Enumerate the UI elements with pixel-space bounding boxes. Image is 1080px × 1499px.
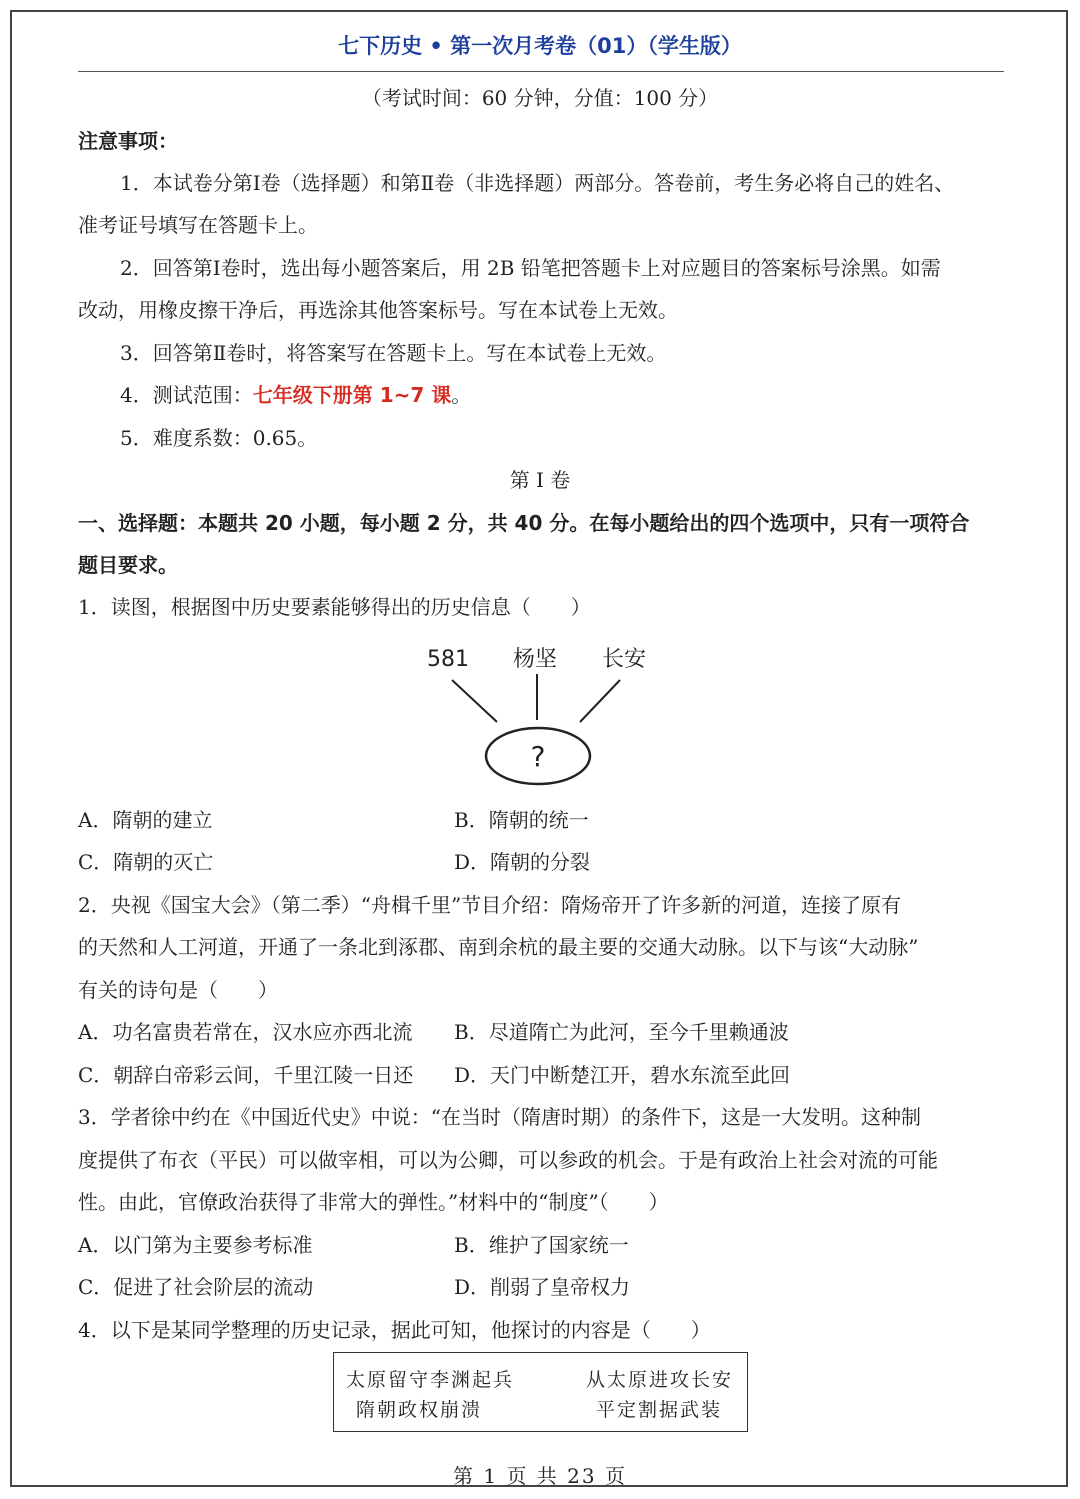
note-item-1-cont: 准考证号填写在答题卡上。 [78,213,318,237]
section-heading: 一、选择题：本题共 20 小题，每小题 2 分，共 40 分。在每小题给出的四个选项中，只有一项符合 [78,511,970,535]
q4-stem: 4．以下是某同学整理的历史记录，据此可知，他探讨的内容是（ ） [78,1318,711,1342]
q3-option-d: D．削弱了皇帝权力 [454,1275,631,1299]
record-bottom-right: 平定割据武装 [596,1399,723,1421]
notes-heading: 注意事项： [78,129,178,153]
q1-option-b: B．隋朝的统一 [454,808,589,832]
note-item-1: 1．本试卷分第Ⅰ卷（选择题）和第Ⅱ卷（非选择题）两部分。答卷前，考生务必将自己的姓名、 [120,171,955,195]
q1-stem: 1．读图，根据图中历史要素能够得出的历史信息（ ） [78,595,591,619]
diagram-label-person: 杨坚 [512,647,558,672]
note-item-2: 2．回答第Ⅰ卷时，选出每小题答案后，用 2B 铅笔把答题卡上对应题目的答案标号涂黑。如需 [120,256,941,280]
title-divider [78,71,1004,72]
page-number: 第 1 页 共 23 页 [453,1464,627,1488]
diagram-connector-left [452,680,497,722]
q1-diagram [420,640,660,790]
volume-title: 第 I 卷 [509,468,571,492]
note-item-5: 5．难度系数：0.65。 [120,426,318,450]
record-top-left: 太原留守李渊起兵 [346,1369,515,1391]
q4-record-box [333,1352,748,1432]
q2-option-b: B．尽道隋亡为此河，至今千里赖通波 [454,1020,789,1044]
record-bottom-left: 隋朝政权崩溃 [356,1399,483,1421]
diagram-label-place: 长安 [601,647,647,672]
exam-info: （考试时间：60 分钟，分值：100 分） [361,86,719,110]
test-scope: 七年级下册第 1~7 课 [252,383,452,407]
q1-option-a: A．隋朝的建立 [78,808,213,832]
diagram-label-year: 581 [427,647,469,672]
q3-stem-line2: 度提供了布衣（平民）可以做宰相，可以为公卿，可以参政的机会。于是有政治上社会对流的可能 [78,1148,938,1172]
diagram-connector-right [580,680,620,722]
note-item-4-suffix: 。 [451,383,472,407]
q2-stem-line3: 有关的诗句是（ ） [78,978,278,1002]
record-top-right: 从太原进攻长安 [586,1369,734,1391]
q1-option-d: D．隋朝的分裂 [454,850,591,874]
page-title: 七下历史 • 第一次月考卷（01）（学生版） [338,34,742,58]
q2-option-d: D．天门中断楚江开，碧水东流至此回 [454,1063,791,1087]
q2-stem-line2: 的天然和人工河道，开通了一条北到涿郡、南到余杭的最主要的交通大动脉。以下与该“大动脉” [78,935,919,959]
q2-stem-line1: 2．央视《国宝大会》（第二季）“舟楫千里”节目介绍：隋炀帝开了许多新的河道，连接了原有 [78,893,902,917]
note-item-4-prefix: 4．测试范围： [120,383,253,407]
section-heading-cont: 题目要求。 [78,553,178,577]
q3-option-b: B．维护了国家统一 [454,1233,629,1257]
note-item-2-cont: 改动，用橡皮擦干净后，再选涂其他答案标号。写在本试卷上无效。 [78,298,678,322]
q3-option-c: C．促进了社会阶层的流动 [78,1275,314,1299]
q3-option-a: A．以门第为主要参考标准 [78,1233,313,1257]
diagram-question-mark: ? [530,740,546,773]
note-item-3: 3．回答第Ⅱ卷时，将答案写在答题卡上。写在本试卷上无效。 [120,341,667,365]
q2-option-a: A．功名富贵若常在，汉水应亦西北流 [78,1020,413,1044]
q2-option-c: C．朝辞白帝彩云间，千里江陵一日还 [78,1063,414,1087]
q3-stem-line1: 3．学者徐中约在《中国近代史》中说：“在当时（隋唐时期）的条件下，这是一大发明。这种制 [78,1105,921,1129]
q1-option-c: C．隋朝的灭亡 [78,850,214,874]
q3-stem-line3: 性。由此，官僚政治获得了非常大的弹性。”材料中的“制度”（ ） [78,1190,669,1214]
note-item-4 [78,381,1004,409]
